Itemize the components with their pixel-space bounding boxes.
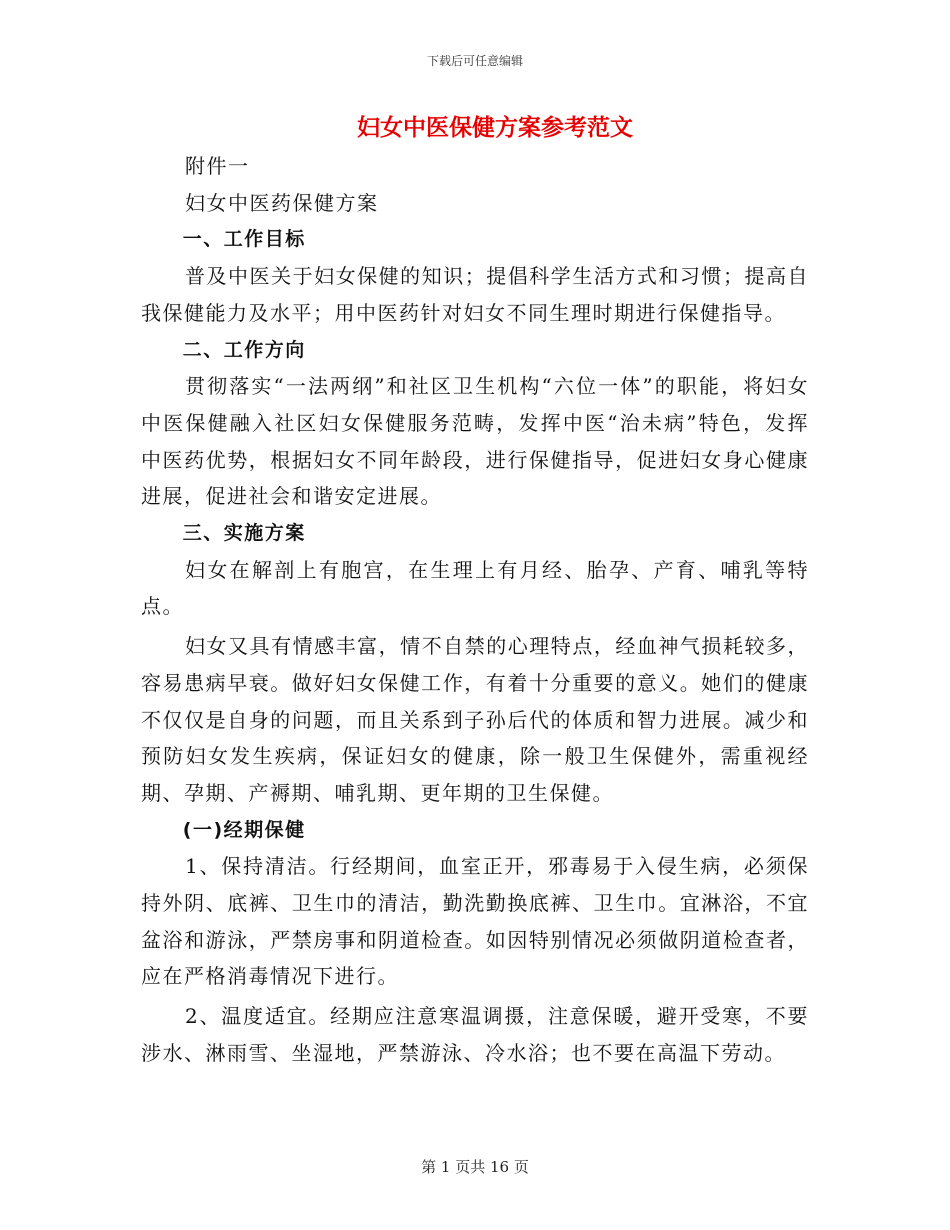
section-heading-goals: 一、工作目标	[182, 228, 306, 251]
document-title: 妇女中医保健方案参考范文	[357, 114, 633, 141]
paragraph-direction: 贯彻落实“一法两纲”和社区卫生机构“六位一体”的职能，将妇女中医保健融入社区妇女保健服务范畴，发挥中医“治未病”特色，发挥中医药优势，根据妇女不同年龄段，进行保健指导，促进妇女身心健康进展，促进社会和谐安定进展。	[141, 374, 809, 509]
plan-subtitle: 妇女中医药保健方案	[185, 190, 379, 215]
paragraph-keep-clean: 1、保持清洁。行经期间，血室正开，邪毒易于入侵生病，必须保持外阴、底裤、卫生巾的清洁，勤洗勤换底裤、卫生巾。宜淋浴，不宜盆浴和游泳，严禁房事和阴道检查。如因特别情况必须做阴道检查者，应在严格消毒情况下进行。	[141, 854, 809, 989]
paragraph-psychology: 妇女又具有情感丰富，情不自禁的心理特点，经血神气损耗较多，容易患病早衰。做好妇女保健工作，有着十分重要的意义。她们的健康不仅仅是自身的问题，而且关系到子孙后代的体质和智力进展。减少和预防妇女发生疾病，保证妇女的健康，除一般卫生保健外，需重视经期、孕期、产褥期、哺乳期、更年期的卫生保健。	[141, 634, 809, 805]
paragraph-temperature: 2、温度适宜。经期应注意寒温调摄，注意保暖，避开受寒，不要涉水、淋雨雪、坐湿地，严禁游泳、冷水浴；也不要在高温下劳动。	[141, 1004, 809, 1065]
paragraph-goals: 普及中医关于妇女保健的知识；提倡科学生活方式和习惯；提高自我保健能力及水平；用中医药针对妇女不同生理时期进行保健指导。	[141, 264, 809, 325]
subsection-heading-menstrual-care: (一)经期保健	[182, 818, 306, 841]
attachment-label: 附件一	[185, 154, 250, 178]
document-body	[141, 148, 809, 1072]
page-footer: 第 1 页共 16 页	[421, 1158, 529, 1176]
section-heading-implementation: 三、实施方案	[182, 522, 306, 545]
paragraph-physiology: 妇女在解剖上有胞宫，在生理上有月经、胎孕、产育、哺乳等特点。	[141, 557, 809, 619]
section-heading-direction: 二、工作方向	[182, 338, 306, 361]
page-header: 下载后可任意编辑	[426, 54, 523, 68]
